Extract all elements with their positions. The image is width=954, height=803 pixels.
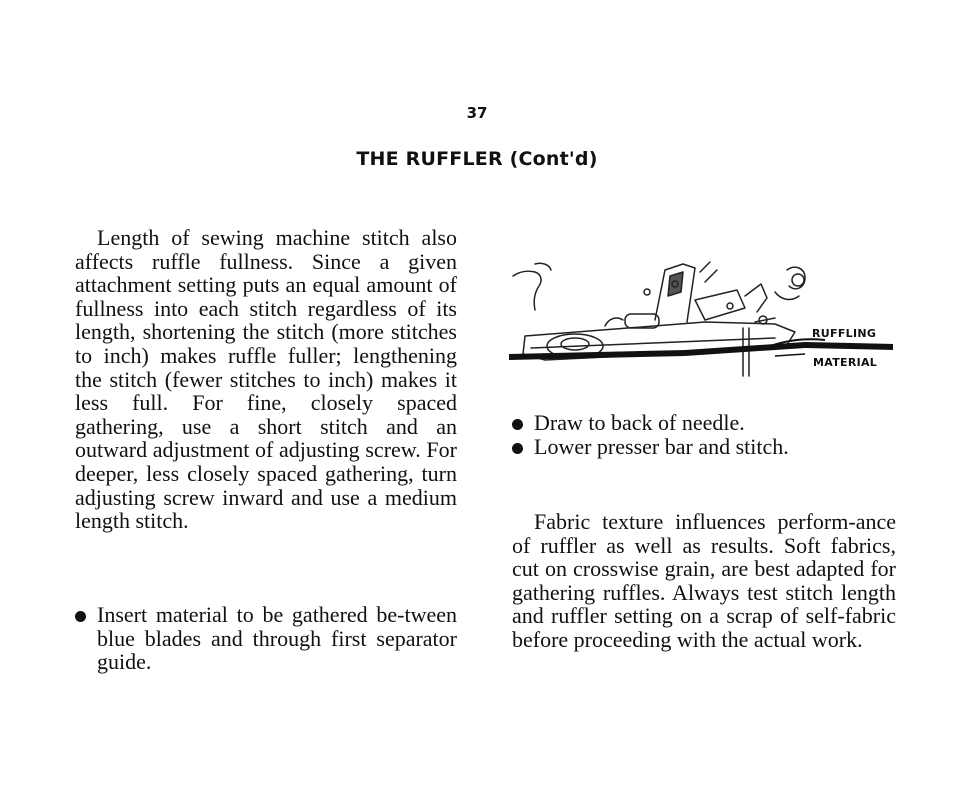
ruffling-label: RUFFLING (812, 327, 877, 340)
left-column (75, 226, 457, 533)
material-label: MATERIAL (813, 356, 878, 369)
bullet-draw-to-back (512, 411, 896, 435)
page-title: THE RUFFLER (Cont'd) (356, 148, 598, 170)
bullet-text: Insert material to be gathered be-tween blue blades and through first separator guide. (97, 602, 457, 675)
bullet-insert-material (75, 603, 457, 674)
left-bullet-list (75, 603, 457, 674)
page-number: 37 (466, 104, 488, 122)
bullet-icon (512, 443, 523, 454)
bullet-lower-presser-bar (512, 435, 896, 459)
fabric-texture-paragraph: Fabric texture influences perform-ance of ruffler as well as results. Soft fabrics, cut on crosswise grain, are best adapted for gathering ruffles. Always test stitch length and ruffler setting on a scrap of self-fabric before proceeding with the actual work. (512, 509, 896, 652)
bullet-text: Draw to back of needle. (534, 410, 745, 435)
bullet-text: Lower presser bar and stitch. (534, 433, 789, 459)
stitch-length-paragraph: Length of sewing machine stitch also affects ruffle fullness. Since a given attachment setting puts an equal amount of fullness into each stitch regardless of its length, shortening the stitch (more stitches to inch) makes ruffle fuller; lengthening the stitch (fewer stitches to inch) makes it less full. For fine, closely spaced gathering, use a short stitch and an outward adjustment of adjusting screw. For deeper, less closely spaced gathering, turn adjusting screw inward and use a medium length stitch. (75, 225, 457, 534)
bullet-icon (75, 611, 86, 622)
right-bullet-list (512, 411, 896, 458)
right-column-paragraph-block (512, 510, 896, 652)
ruffler-illustration (505, 252, 895, 382)
bullet-icon (512, 419, 523, 430)
